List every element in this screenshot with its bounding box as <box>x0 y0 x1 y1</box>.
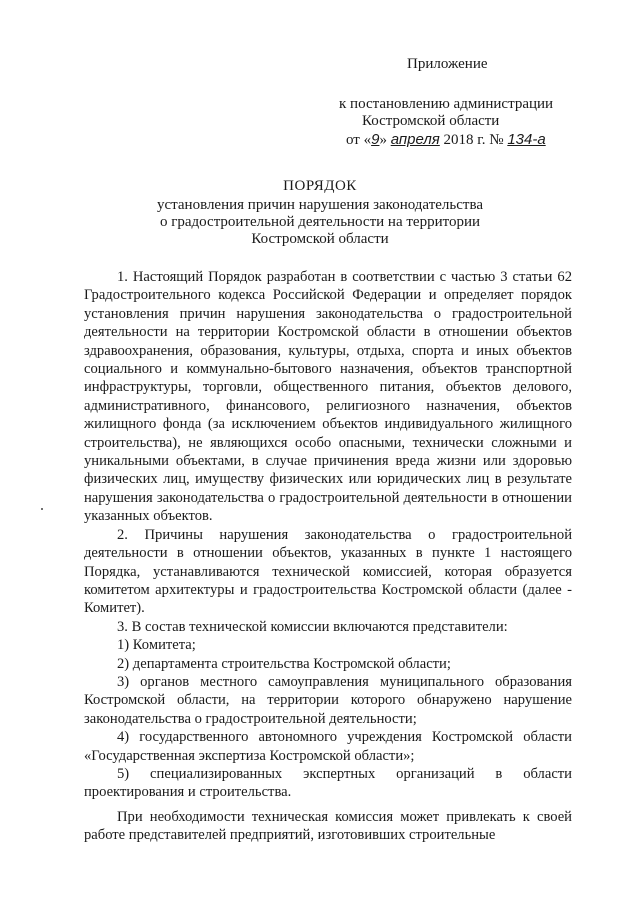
date-mid: » <box>379 132 387 148</box>
paragraph: 2. Причины нарушения законодательства о градостроительной деятельности в отношении объектов, указанных в пункте 1 настоящего Порядка, устанавливаются технической комиссией, которая образуется комитетом архитектуры и градостроительства Костромской области (далее - Комитет). <box>84 526 572 617</box>
list-item: 4) государственного автономного учреждения Костромской области «Государственная экспертиза Костромской области»; <box>84 729 572 764</box>
date-year: 2018 г. № <box>443 132 504 148</box>
scan-speck <box>41 508 43 510</box>
date-month: апреля <box>390 131 440 148</box>
document-body <box>84 268 572 845</box>
subtitle-line: о градостроительной деятельности на территории <box>159 214 481 230</box>
list-item: 1) Комитета; <box>117 637 196 654</box>
appendix-date-line <box>346 131 640 149</box>
paragraph: 1. Настоящий Порядок разработан в соответствии с частью 3 статьи 62 Градостроительного кодекса Российской Федерации и определяет порядок установления причин нарушения законодательства о градостроительной деятельности на территории Костромской области в отношении объектов здравоохранения, образования, культуры, отдыха, спорта и иных объектов социального и коммунально-бытового назначения, объектов транспортной инфраструктуры, торговли, общественного питания, объектов делового, административного, финансового, религиозного назначения, объектов жилищного фонда (за исключением объектов индивидуального жилищного строительства), не являющихся особо опасными, технически сложными и уникальными объектами, в случае причинения вреда жизни или здоровью физических лиц, имуществу физических или юридических лиц в результате нарушения законодательства о градостроительной деятельности в отношении указанных объектов. <box>84 269 572 525</box>
document-title: ПОРЯДОК <box>283 178 357 194</box>
paragraph: При необходимости техническая комиссия может привлекать к своей работе представителей предприятий, изготовивших строительные <box>84 808 572 844</box>
appendix-decree-line: к постановлению администрации <box>339 96 554 112</box>
subtitle-line: установления причин нарушения законодательства <box>156 197 483 213</box>
paragraph: 3. В состав технической комиссии включаются представители: <box>117 618 508 635</box>
subtitle-line: Костромской области <box>251 231 389 247</box>
list-item: 2) департамента строительства Костромской области; <box>117 655 451 672</box>
date-day: 9 <box>371 131 380 148</box>
appendix-title: Приложение <box>407 56 488 72</box>
decree-number: 134-а <box>507 131 546 148</box>
date-prefix: от « <box>346 132 372 148</box>
appendix-region-line: Костромской области <box>362 113 500 129</box>
list-item: 3) органов местного самоуправления муниципального образования Костромской области, на территории которого обнаружено нарушение законодательства о градостроительной деятельности; <box>84 673 572 727</box>
list-item: 5) специализированных экспертных организаций в области проектирования и строительства. <box>84 765 572 801</box>
document-heading <box>0 178 640 248</box>
